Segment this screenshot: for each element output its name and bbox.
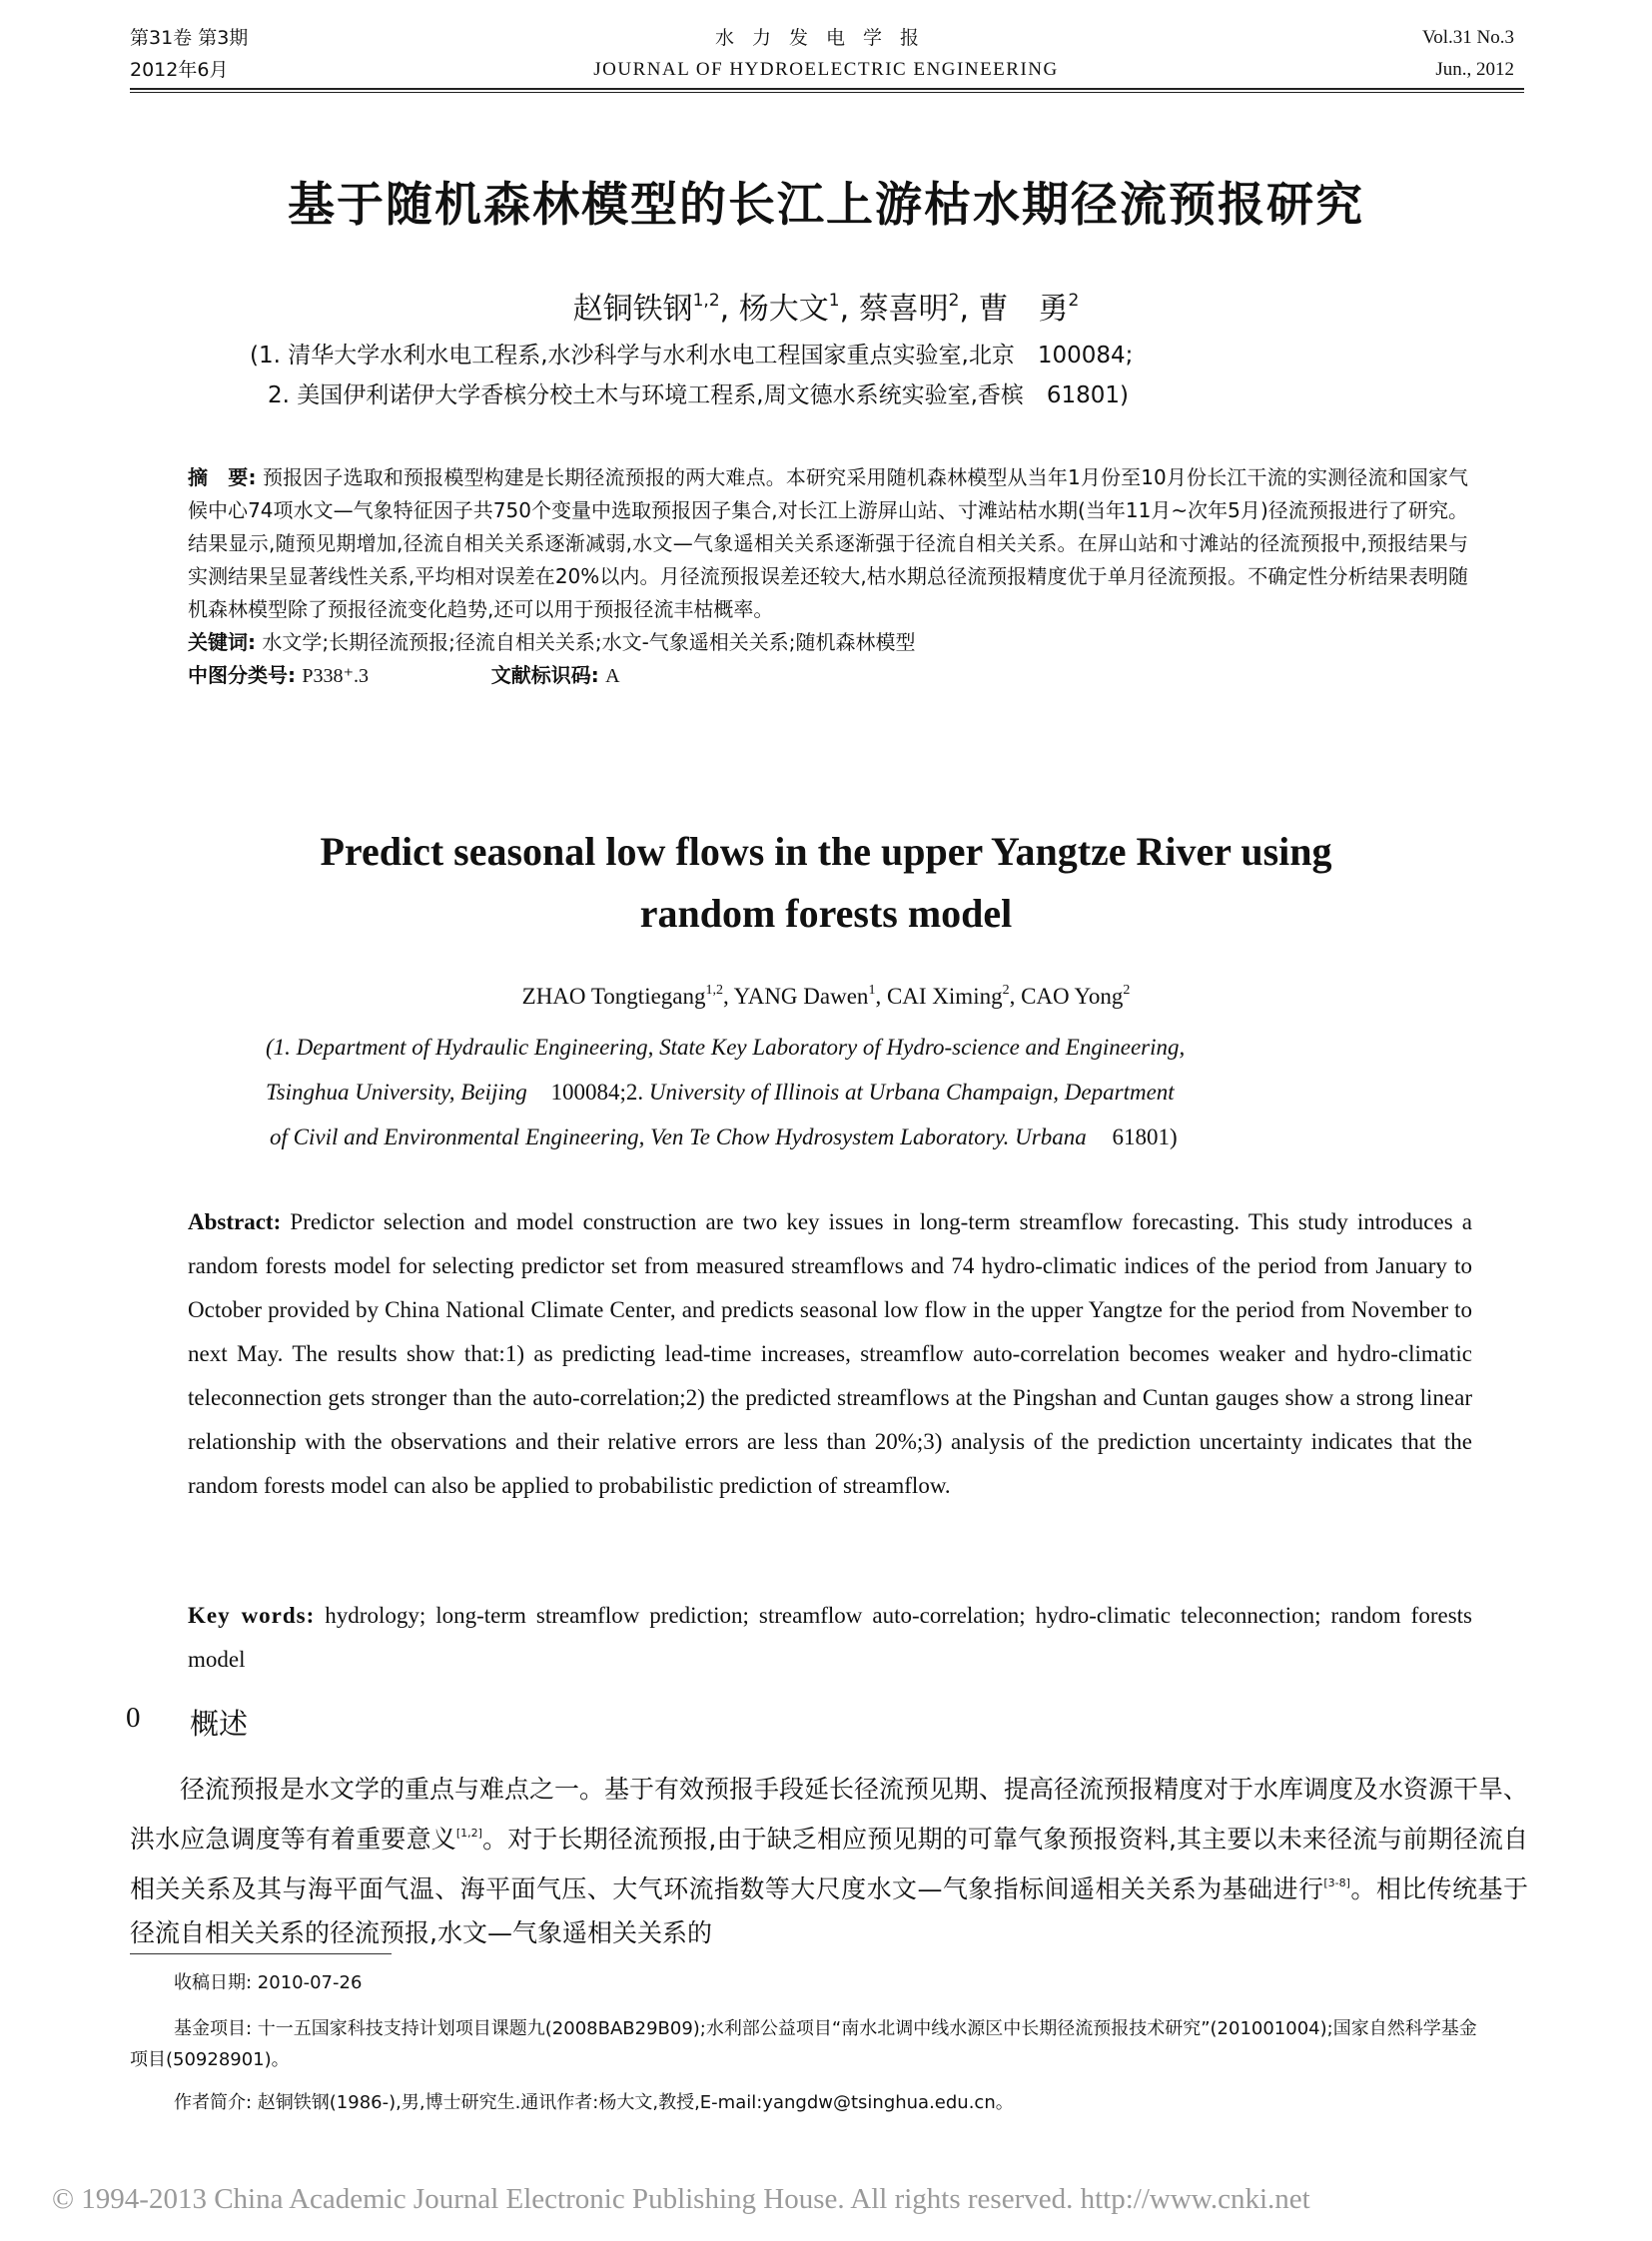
author-name: 蔡喜明 — [858, 292, 949, 327]
affiliation-en-line1: (1. Department of Hydraulic Engineering, State Key Laboratory of Hydro-science and Engineering, — [266, 1035, 1186, 1060]
affiliation-en-university: Tsinghua University, Beijing — [266, 1080, 527, 1105]
doc-code-label: 文献标识码: — [490, 663, 599, 687]
author-name-en: CAO Yong — [1021, 984, 1124, 1009]
section-number: 0 — [126, 1702, 141, 1734]
author-affiliation-mark: 1 — [868, 983, 876, 998]
keywords-en-text: hydrology; long-term streamflow prediction; streamflow auto-correlation; hydro-climatic teleconnection; random forests model — [188, 1603, 1472, 1672]
section-title: 概述 — [190, 1707, 249, 1741]
author-affiliation-mark: 1 — [828, 291, 840, 311]
footnote-fund: 基金项目: 十一五国家科技支持计划项目课题九(2008BAB29B09);水利部公益项目“南水北调中线水源区中长期径流预报技术研究”(201001004);国家自然科学基金项目(50928901)。 — [130, 2018, 1477, 2070]
header-rule-thin — [130, 92, 1524, 93]
date-cn: 2012年6月 — [130, 59, 229, 81]
journal-name-cn: 水力发电学报 — [714, 27, 937, 49]
citation-ref: [1,2] — [455, 1827, 482, 1840]
author-name: 赵铜铁钢 — [572, 292, 693, 327]
affiliation-en-line2 — [266, 1070, 1404, 1115]
paper-title-cn: 基于随机森林模型的长江上游枯水期径流预报研究 — [288, 178, 1364, 233]
affiliations-cn — [250, 336, 1508, 415]
abstract-cn-label: 摘 要: — [188, 465, 257, 489]
header-right — [1422, 22, 1514, 86]
footnote-author: 作者简介: 赵铜铁钢(1986-),男,博士研究生.通讯作者:杨大文,教授,E-mail:yangdw@tsinghua.edu.cn。 — [174, 2092, 1014, 2113]
abstract-en-text: Predictor selection and model construction are two key issues in long-term streamflow forecasting. This study introduces a random forests model for selecting predictor set from measured streamflows and 74 hydro-climatic indices of the period from January to October provided by China National Climate Center, and predicts seasonal low flow in the upper Yangtze for the period from November to next May. The results show that:1) as predicting lead-time increases, streamflow auto-correlation becomes weaker and hydro-climatic teleconnection gets stronger than the auto-correlation;2) the predicted streamflows at the Pingshan and Cuntan gauges show a strong linear relationship with the observations and their relative errors are less than 20%;3) analysis of the prediction uncertainty indicates that the random forests model can also be applied to probabilistic prediction of streamflow. — [188, 1209, 1473, 1498]
affiliation-en-postcode-2: 61801) — [1112, 1124, 1178, 1149]
copyright-notice: © 1994-2013 China Academic Journal Electronic Publishing House. All rights reserved. http://www.cnki.net — [52, 2183, 1310, 2215]
body-paragraph — [130, 1768, 1528, 1955]
keywords-cn-label: 关键词: — [188, 630, 256, 654]
affiliation-line: 2. 美国伊利诺伊大学香槟分校土木与环境工程系,周文德水系统实验室,香槟 61801) — [268, 382, 1130, 408]
clc-value: P338⁺.3 — [302, 665, 370, 687]
affiliation-en-line3 — [266, 1115, 1404, 1159]
author-name: 曹 勇 — [978, 292, 1069, 327]
keywords-en — [188, 1594, 1472, 1682]
authors-en: ZHAO Tongtiegang$^{1,2}$, YANG Dawen$^1$, CAI Ximing$^2$, CAO Yong$^2$ — [521, 983, 1131, 1009]
header-center — [0, 22, 1652, 86]
abstract-en-label: Abstract: — [188, 1209, 282, 1234]
author-affiliation-mark: 2 — [1002, 983, 1010, 998]
abstract-en — [188, 1200, 1472, 1508]
paper-title-en-line2: random forests model — [639, 891, 1013, 936]
abstract-cn-body — [188, 461, 1468, 626]
header-rule — [130, 88, 1524, 90]
authors-cn: 赵铜铁钢$^{1,2}$, 杨大文$^1$, 蔡喜明$^2$, 曹 勇$^2$ — [572, 291, 1080, 327]
paper-title-en-line1: Predict seasonal low flows in the upper Yangtze River using — [320, 829, 1332, 874]
affiliations-en — [266, 1025, 1404, 1159]
affiliation-en-university-2: University of Illinois at Urbana Champaign, Department — [648, 1080, 1175, 1105]
affiliation-en-postcode: 100084;2. — [550, 1080, 644, 1105]
doc-code-value: A — [605, 665, 620, 687]
author-affiliation-mark: 2 — [948, 291, 960, 311]
author-name: 杨大文 — [738, 292, 829, 327]
citation-ref: [3-8] — [1323, 1876, 1350, 1889]
paper-title-en — [0, 821, 1652, 945]
keywords-en-label: Key words: — [188, 1603, 316, 1628]
footnote-rule — [130, 1953, 392, 1954]
body-text: 。相比传统基于径流自相关关系的径流预报,水文—气象遥相关关系的 — [130, 1874, 1528, 1947]
author-name-en: YANG Dawen — [733, 984, 869, 1009]
author-affiliation-mark: 2 — [1068, 291, 1080, 311]
abstract-cn — [188, 461, 1468, 693]
body-text: 径流预报是水文学的重点与难点之一。基于有效预报手段延长径流预见期、提高径流预报精度对于水库调度及水资源干旱、洪水应急调度等有着重要意义 — [130, 1775, 1529, 1854]
journal-name-en: JOURNAL OF HYDROELECTRIC ENGINEERING — [593, 59, 1059, 80]
body-text: 。对于长期径流预报,由于缺乏相应预见期的可靠气象预报资料,其主要以未来径流与前期径流自相关关系及其与海平面气温、海平面气压、大气环流指数等大尺度水文—气象指标间遥相关关系为基础进行 — [130, 1825, 1528, 1903]
abstract-cn-text: 预报因子选取和预报模型构建是长期径流预报的两大难点。本研究采用随机森林模型从当年1月份至10月份长江干流的实测径流和国家气候中心74项水文—气象特征因子共750个变量中选取预报因子集合,对长江上游屏山站、寸滩站枯水期(当年11月~次年5月)径流预报进行了研究。结果显示,随预见期增加,径流自相关关系逐渐减弱,水文—气象遥相关关系逐渐强于径流自相关关系。在屏山站和寸滩站的径流预报中,预报结果与实测结果呈显著线性关系,平均相对误差在20%以内。月径流预报误差还较大,枯水期总径流预报精度优于单月径流预报。不确定性分析结果表明随机森林模型除了预报径流变化趋势,还可以用于预报径流丰枯概率。 — [188, 465, 1468, 621]
keywords-cn-text: 水文学;长期径流预报;径流自相关关系;水文-气象遥相关关系;随机森林模型 — [262, 630, 916, 654]
author-name-en: CAI Ximing — [886, 984, 1003, 1009]
clc-label: 中图分类号: — [188, 663, 296, 687]
affiliation-en-dept: of Civil and Environmental Engineering, Ven Te Chow Hydrosystem Laboratory. Urbana — [270, 1124, 1087, 1149]
volume-issue-en: Vol.31 No.3 — [1421, 27, 1514, 48]
author-affiliation-mark: 2 — [1123, 983, 1131, 998]
classification-cn — [188, 659, 1468, 693]
date-en: Jun., 2012 — [1435, 59, 1514, 80]
author-name-en: ZHAO Tongtiegang — [521, 984, 706, 1009]
author-affiliation-mark: 1,2 — [692, 291, 720, 311]
affiliation-line: (1. 清华大学水利水电工程系,水沙科学与水利水电工程国家重点实验室,北京 100084; — [250, 343, 1134, 369]
author-affiliation-mark: 1,2 — [705, 983, 723, 998]
footnote-received: 收稿日期: 2010-07-26 — [174, 1972, 363, 1993]
volume-issue-cn: 第31卷 第3期 — [130, 27, 249, 49]
keywords-cn — [188, 626, 1468, 659]
